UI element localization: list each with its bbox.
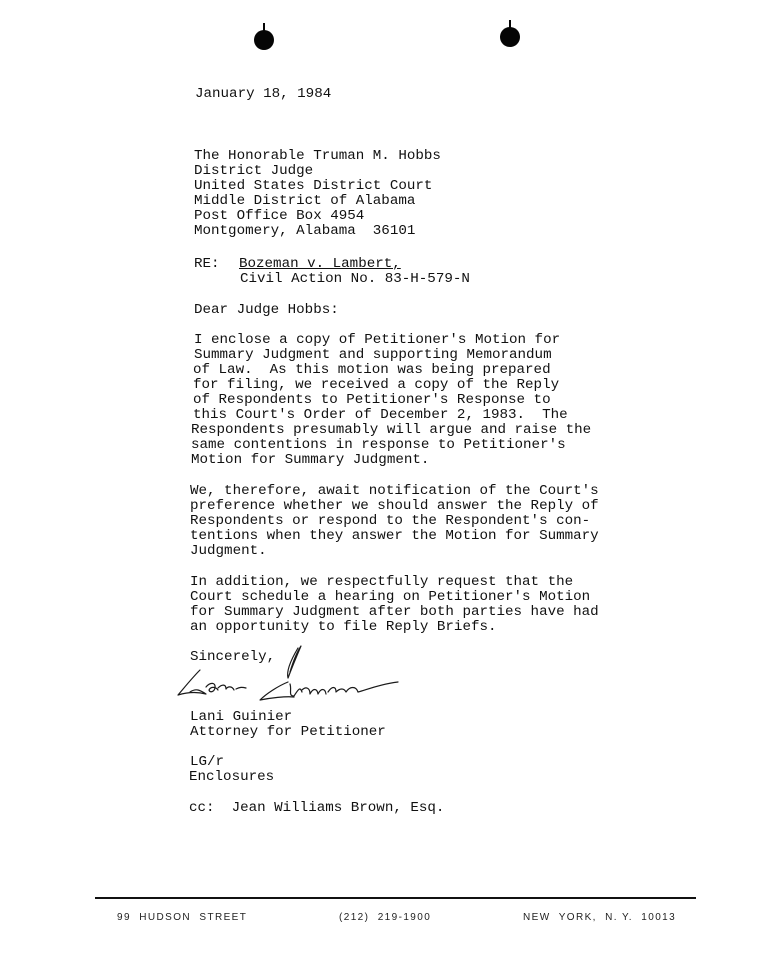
punch-hole-left bbox=[254, 30, 274, 50]
footer-phone: (212) 219-1900 bbox=[339, 912, 432, 923]
paragraph-line: this Court's Order of December 2, 1983. The bbox=[193, 407, 568, 423]
closing: Sincerely, bbox=[190, 649, 276, 665]
enclosures-note: Enclosures bbox=[189, 769, 275, 785]
punch-hole-right bbox=[500, 27, 520, 47]
paragraph-line: of Respondents to Petitioner's Response to bbox=[193, 392, 551, 408]
paragraph-line: of Law. As this motion was being prepared bbox=[193, 362, 551, 378]
recipient-line: United States District Court bbox=[194, 178, 433, 194]
recipient-line: The Honorable Truman M. Hobbs bbox=[194, 148, 441, 164]
signer-name: Lani Guinier bbox=[190, 709, 293, 725]
re-civil-action: Civil Action No. 83-H-579-N bbox=[240, 271, 470, 287]
recipient-line: Montgomery, Alabama 36101 bbox=[194, 223, 416, 239]
paragraph-line: for filing, we received a copy of the Reply bbox=[193, 377, 560, 393]
paragraph-line: We, therefore, await notification of the Court's bbox=[190, 483, 599, 499]
paragraph-line: Respondents or respond to the Respondent's con- bbox=[190, 513, 591, 529]
paragraph-line: In addition, we respectfully request that the bbox=[190, 574, 574, 590]
paragraph-line: preference whether we should answer the Reply of bbox=[190, 498, 599, 514]
footer-address: 99 HUDSON STREET bbox=[117, 912, 248, 923]
paragraph-line: Judgment. bbox=[190, 543, 267, 559]
cc-line: cc: Jean Williams Brown, Esq. bbox=[189, 800, 445, 816]
paragraph-line: same contentions in response to Petitioner's bbox=[191, 437, 566, 453]
paragraph-line: Respondents presumably will argue and raise the bbox=[191, 422, 592, 438]
salutation: Dear Judge Hobbs: bbox=[194, 302, 339, 318]
letter-date: January 18, 1984 bbox=[195, 86, 332, 102]
recipient-line: Post Office Box 4954 bbox=[194, 208, 365, 224]
paragraph-line: tentions when they answer the Motion for Summary bbox=[190, 528, 599, 544]
re-case-name: Bozeman v. Lambert, bbox=[239, 256, 401, 272]
footer-city: NEW YORK, N. Y. 10013 bbox=[523, 912, 677, 923]
re-label: RE: bbox=[194, 256, 220, 272]
handwritten-signature bbox=[170, 640, 410, 715]
paragraph-line: Court schedule a hearing on Petitioner's Motion bbox=[190, 589, 591, 605]
typist-initials: LG/r bbox=[190, 754, 225, 770]
footer-divider bbox=[95, 897, 696, 899]
paragraph-line: I enclose a copy of Petitioner's Motion for bbox=[194, 332, 561, 348]
recipient-line: Middle District of Alabama bbox=[194, 193, 416, 209]
paragraph-line: Summary Judgment and supporting Memorandum bbox=[194, 347, 552, 363]
paragraph-line: for Summary Judgment after both parties have had bbox=[190, 604, 599, 620]
recipient-line: District Judge bbox=[194, 163, 314, 179]
paragraph-line: an opportunity to file Reply Briefs. bbox=[190, 619, 497, 635]
paragraph-line: Motion for Summary Judgment. bbox=[191, 452, 430, 468]
signer-title: Attorney for Petitioner bbox=[190, 724, 386, 740]
